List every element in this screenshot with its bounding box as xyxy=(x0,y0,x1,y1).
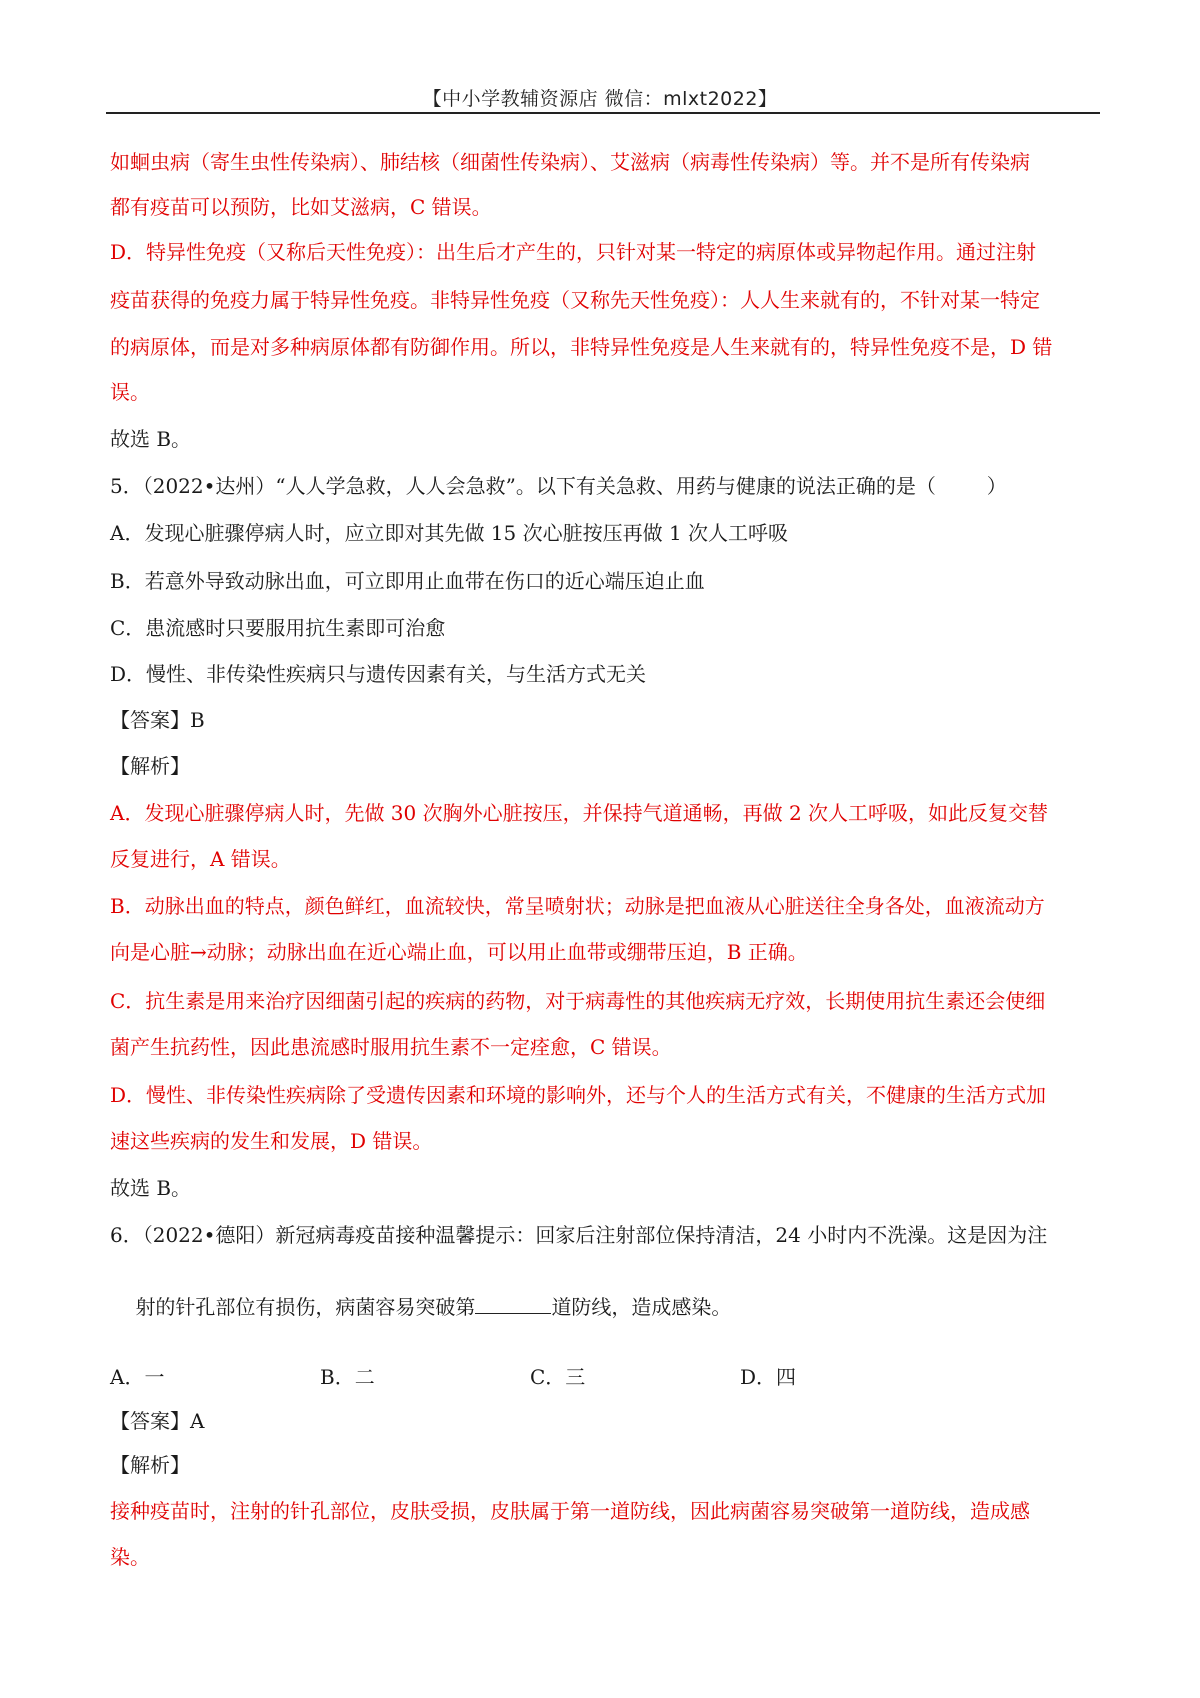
text-line: 【答案】A xyxy=(110,1409,205,1433)
text-line: C．患流感时只要服用抗生素即可治愈 xyxy=(110,616,446,640)
q6-option-c: C．三 xyxy=(530,1365,586,1389)
q6-text-after: 道防线，造成感染。 xyxy=(551,1295,732,1319)
text-line: 误。 xyxy=(110,380,150,404)
text-line: 菌产生抗药性，因此患流感时服用抗生素不一定痊愈，C 错误。 xyxy=(110,1035,672,1059)
text-line: D．慢性、非传染性疾病只与遗传因素有关，与生活方式无关 xyxy=(110,662,647,686)
q6-option-d: D．四 xyxy=(740,1365,797,1389)
text-line: 向是心脏→动脉；动脉出血在近心端止血，可以用止血带或绷带压迫，B 正确。 xyxy=(110,940,808,964)
text-line: 如蛔虫病（寄生虫性传染病）、肺结核（细菌性传染病）、艾滋病（病毒性传染病）等。并不是所有传染病 xyxy=(110,150,1030,174)
text-line: 【解析】 xyxy=(110,1453,190,1477)
text-line: 的病原体，而是对多种病原体都有防御作用。所以，非特异性免疫是人生来就有的，特异性免疫不是，D 错 xyxy=(110,335,1053,359)
text-line: 反复进行，A 错误。 xyxy=(110,847,291,871)
q6-option-a: A．一 xyxy=(110,1365,165,1389)
text-line: A．发现心脏骤停病人时，应立即对其先做 15 次心脏按压再做 1 次人工呼吸 xyxy=(110,521,789,545)
text-line: 故选 B。 xyxy=(110,1176,192,1200)
text-line: 染。 xyxy=(110,1545,150,1569)
page-header: 【中小学教辅资源店 微信：mlxt2022】 xyxy=(422,88,778,110)
text-line: 5．（2022•达州）“人人学急救，人人会急救”。以下有关急救、用药与健康的说法正确的是（ ） xyxy=(110,474,1007,498)
q6-options xyxy=(110,1365,1100,1389)
text-line: C．抗生素是用来治疗因细菌引起的疾病的药物，对于病毒性的其他疾病无疗效，长期使用抗生素还会使细 xyxy=(110,989,1046,1013)
document-body xyxy=(110,150,1100,1569)
text-line: 【答案】B xyxy=(110,708,205,732)
text-line: B．若意外导致动脉出血，可立即用止血带在伤口的近心端压迫止血 xyxy=(110,569,705,593)
text-line: 疫苗获得的免疫力属于特异性免疫。非特异性免疫（又称先天性免疫）：人人生来就有的，不针对某一特定 xyxy=(110,288,1040,312)
text-line: 故选 B。 xyxy=(110,427,192,451)
text-line: D．慢性、非传染性疾病除了受遗传因素和环境的影响外，还与个人的生活方式有关，不健康的生活方式加 xyxy=(110,1083,1047,1107)
q6-text-before: 射的针孔部位有损伤，病菌容易突破第 xyxy=(135,1295,476,1319)
fill-in-blank xyxy=(475,1295,551,1314)
header-rule xyxy=(106,112,1100,114)
text-line: D．特异性免疫（又称后天性免疫）：出生后才产生的，只针对某一特定的病原体或异物起作用。通过注射 xyxy=(110,240,1037,264)
text-line: 速这些疾病的发生和发展，D 错误。 xyxy=(110,1129,433,1153)
text-line: A．发现心脏骤停病人时，先做 30 次胸外心脏按压，并保持气道通畅，再做 2 次人工呼吸，如此反复交替 xyxy=(110,801,1049,825)
text-line: 6．（2022•德阳）新冠病毒疫苗接种温馨提示：回家后注射部位保持清洁，24 小时内不洗澡。这是因为注 xyxy=(110,1223,1048,1247)
text-line: 【解析】 xyxy=(110,754,190,778)
q6-option-b: B．二 xyxy=(320,1365,375,1389)
text-line: B．动脉出血的特点，颜色鲜红，血流较快，常呈喷射状；动脉是把血液从心脏送往全身各处，血液流动方 xyxy=(110,894,1045,918)
text-line: 都有疫苗可以预防，比如艾滋病，C 错误。 xyxy=(110,195,492,219)
q6-line-2 xyxy=(110,1271,1100,1343)
text-line: 接种疫苗时，注射的针孔部位，皮肤受损，皮肤属于第一道防线，因此病菌容易突破第一道防线，造成感 xyxy=(110,1499,1030,1523)
